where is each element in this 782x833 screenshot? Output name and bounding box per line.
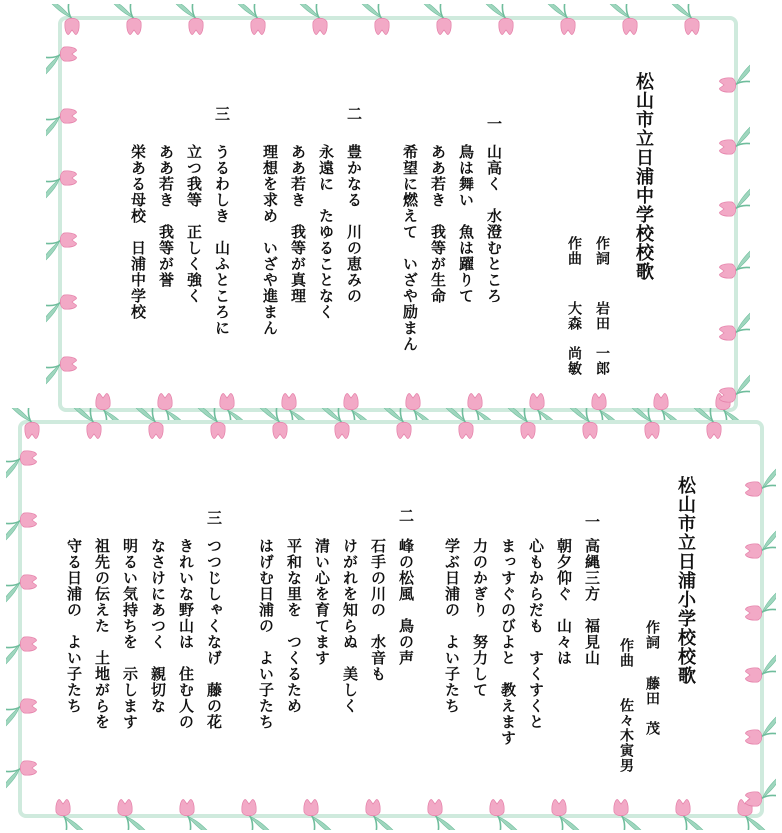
verse-line: 栄ある母校 日浦中学校 bbox=[129, 144, 147, 320]
lyricist-name: 藤田 茂 bbox=[644, 676, 660, 736]
composer-role: 作曲 bbox=[618, 638, 634, 668]
verse-line: 朝夕仰ぐ 山々は bbox=[555, 538, 573, 666]
verse-line: 山高く 水澄むところ bbox=[485, 144, 503, 304]
lyricist-role: 作詞 bbox=[644, 620, 660, 650]
song-title: 松山市立日浦中学校校歌 bbox=[633, 72, 654, 281]
verse-number: 一 bbox=[485, 116, 503, 132]
verse-line: 高縄三方 福見山 bbox=[583, 538, 601, 666]
verse-line: つつじしゃくなげ 藤の花 bbox=[205, 538, 223, 730]
verse-line: 清い心を育てます bbox=[313, 538, 331, 666]
song-title: 松山市立日浦小学校校歌 bbox=[675, 476, 696, 685]
verse-line: 心もからだも すくすくと bbox=[527, 538, 545, 730]
verse-line: 明るい気持ちを 示します bbox=[121, 538, 139, 730]
verse-line: ああ若き 我等が誉 bbox=[157, 144, 175, 288]
verse-line: 学ぶ日浦の よい子たち bbox=[443, 538, 461, 714]
verse-line: 豊かなる 川の恵みの bbox=[345, 144, 363, 304]
verse-line: まっすぐのびよと 教えます bbox=[499, 538, 517, 746]
composer-name: 佐々木寅男 bbox=[618, 698, 634, 773]
verse-line: 石手の川の 水音も bbox=[369, 538, 387, 682]
verse-number: 二 bbox=[345, 106, 363, 122]
lyricist-name: 岩田 一郎 bbox=[594, 301, 610, 376]
verse-line: 永遠に たゆることなく bbox=[317, 144, 335, 320]
verse-line: きれいな野山は 住む人の bbox=[177, 538, 195, 730]
lyricist-role: 作詞 bbox=[594, 236, 610, 266]
verse-line: 理想を求め いざや進まん bbox=[261, 144, 279, 336]
junior-high-song-card bbox=[46, 4, 750, 424]
verse-line: ああ若き 我等が真理 bbox=[289, 144, 307, 304]
verse-line: けがれを知らぬ 美しく bbox=[341, 538, 359, 714]
verse-number: 二 bbox=[397, 508, 415, 524]
verse-line: なさけにあつく 親切な bbox=[149, 538, 167, 714]
verse-line: はげむ日浦の よい子たち bbox=[257, 538, 275, 730]
verse-line: 鳥は舞い 魚は躍りて bbox=[457, 144, 475, 304]
verse-line: 希望に燃えて いざや励まん bbox=[401, 144, 419, 352]
verse-number: 一 bbox=[583, 514, 601, 530]
composer-name: 大森 尚敏 bbox=[566, 301, 582, 376]
verse-number: 三 bbox=[213, 106, 231, 122]
composer-role: 作曲 bbox=[566, 236, 582, 266]
verse-line: 立つ我等 正しく強く bbox=[185, 144, 203, 304]
verse-line: 平和な里を つくるため bbox=[285, 538, 303, 714]
verse-line: 祖先の伝えた 土地がらを bbox=[93, 538, 111, 730]
verse-line: 力のかぎり 努力して bbox=[471, 538, 489, 698]
verse-line: 峰の松風 鳥の声 bbox=[397, 538, 415, 666]
verse-line: うるわしき 山ふところに bbox=[213, 144, 231, 336]
verse-line: ああ若き 我等が生命 bbox=[429, 144, 447, 304]
verse-number: 三 bbox=[205, 510, 223, 526]
elementary-song-card bbox=[6, 408, 776, 830]
verse-line: 守る日浦の よい子たち bbox=[65, 538, 83, 714]
